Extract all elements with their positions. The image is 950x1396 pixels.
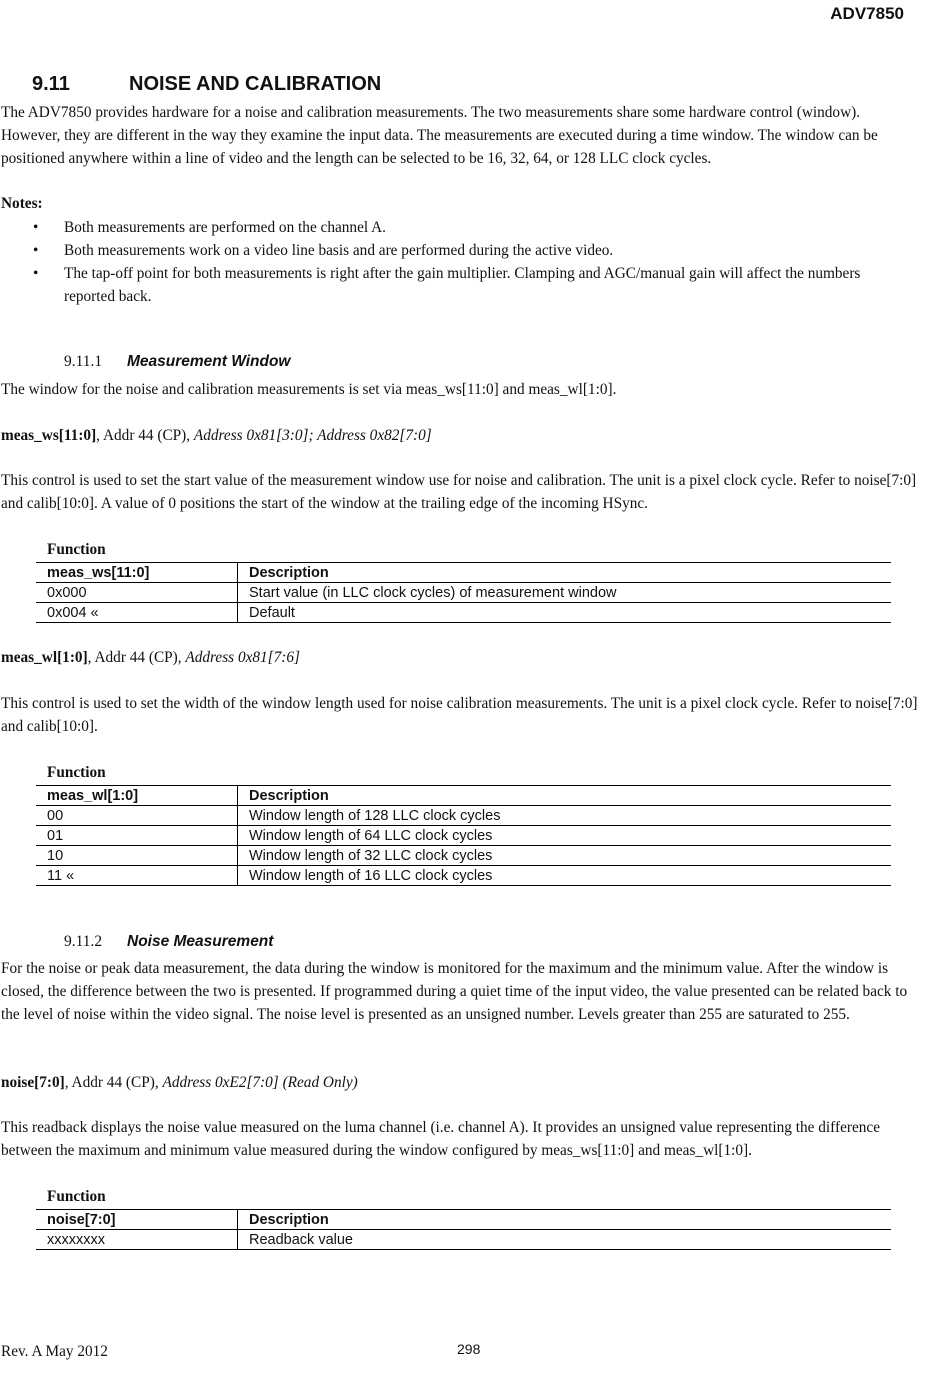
measurement-window-paragraph: The window for the noise and calibration measurements is set via meas_ws[11:0] and meas_wl[1:0]. — [1, 381, 617, 398]
subsection-number: 9.11.1 — [64, 353, 103, 370]
noise-table — [36, 1209, 891, 1250]
register-address: Address 0x81[3:0]; Address 0x82[7:0] — [193, 427, 432, 444]
meas-ws-table — [36, 562, 891, 623]
table-header-cell: Description — [238, 563, 892, 583]
table-cell: 00 — [36, 806, 238, 826]
meas-wl-register-line — [1, 646, 923, 669]
table-row — [36, 603, 891, 623]
table-header-row — [36, 563, 891, 583]
meas-wl-table — [36, 785, 891, 886]
table-cell: Window length of 32 LLC clock cycles — [238, 846, 892, 866]
table-cell: Default — [238, 603, 892, 623]
note-item: • Both measurements work on a video line basis and are performed during the active video. — [0, 239, 900, 262]
table-cell: Window length of 16 LLC clock cycles — [238, 866, 892, 886]
meas-ws-description: This control is used to set the start value of the measurement window use for noise and calibration. The unit is a pixel clock cycle. Refer to noise[7:0] and calib[10:0]. A value of 0 positions the start of the window at the trailing edge of the incoming HSync. — [1, 472, 917, 512]
subsection-number: 9.11.2 — [64, 933, 103, 950]
page-number: 298 — [457, 1341, 481, 1357]
table-cell: Window length of 64 LLC clock cycles — [238, 826, 892, 846]
table-header-cell: meas_ws[11:0] — [36, 563, 238, 583]
table-cell: 0x004 « — [36, 603, 238, 623]
table-header-cell: Description — [238, 786, 892, 806]
table-row — [36, 1230, 891, 1250]
register-addr: , Addr 44 (CP), — [87, 649, 186, 666]
subsection-title: Noise Measurement — [127, 933, 274, 950]
register-address: Address 0xE2[7:0] (Read Only) — [162, 1074, 358, 1091]
section-heading — [32, 70, 381, 98]
notes-label: Notes: — [1, 195, 43, 212]
section-title: NOISE AND CALIBRATION — [129, 73, 382, 95]
document-header-title: ADV7850 — [830, 4, 904, 23]
subsection-title: Measurement Window — [127, 353, 291, 370]
table-row — [36, 826, 891, 846]
table-row — [36, 583, 891, 603]
table-row — [36, 846, 891, 866]
note-item: • Both measurements are performed on the channel A. — [0, 216, 900, 239]
table-cell: 0x000 — [36, 583, 238, 603]
register-name: noise[7:0] — [1, 1074, 65, 1091]
table-cell: 01 — [36, 826, 238, 846]
section-number: 9.11 — [32, 73, 70, 95]
register-addr: , Addr 44 (CP), — [64, 1074, 163, 1091]
table-cell: Window length of 128 LLC clock cycles — [238, 806, 892, 826]
table-row — [36, 866, 891, 886]
noise-register-line — [1, 1071, 923, 1094]
table-caption: Function — [47, 764, 106, 781]
notes-list — [0, 216, 900, 308]
intro-paragraph: The ADV7850 provides hardware for a noise and calibration measurements. The two measurements share some hardware control (window). However, they are different in the way they examine the input data. The measurements are executed during a time window. The window can be positioned anywhere within a line of video and the length can be selected to be 16, 32, 64, or 128 LLC clock cycles. — [1, 104, 878, 167]
register-address: Address 0x81[7:6] — [185, 649, 300, 666]
noise-description: This readback displays the noise value measured on the luma channel (i.e. channel A). It provides an unsigned value representing the difference between the maximum and minimum value measured during the window configured by meas_ws[11:0] and meas_wl[1:0]. — [1, 1119, 880, 1159]
meas-ws-register-line — [1, 424, 923, 447]
register-name: meas_ws[11:0] — [1, 427, 97, 444]
noise-measurement-paragraph: For the noise or peak data measurement, the data during the window is monitored for the maximum and the minimum value. After the window is closed, the difference between the two is presented. If programmed during a quiet time of the input video, the value presented can be related back to the level of noise within the video signal. The noise level is presented as an unsigned number. Levels greater than 255 are saturated to 255. — [1, 960, 908, 1023]
table-header-cell: meas_wl[1:0] — [36, 786, 238, 806]
table-cell: xxxxxxxx — [36, 1230, 238, 1250]
table-caption: Function — [47, 1188, 106, 1205]
table-cell: 10 — [36, 846, 238, 866]
table-header-cell: Description — [238, 1210, 892, 1230]
footer-revision: Rev. A May 2012 — [1, 1343, 108, 1360]
table-cell: Readback value — [238, 1230, 892, 1250]
meas-wl-description: This control is used to set the width of the window length used for noise calibration measurements. The unit is a pixel clock cycle. Refer to noise[7:0] and calib[10:0]. — [1, 695, 918, 735]
subsection-heading-noise-measurement — [64, 931, 273, 953]
note-item: • The tap-off point for both measurements is right after the gain multiplier. Clamping and AGC/manual gain will affect the numbers reported back. — [0, 262, 900, 308]
table-cell: 11 « — [36, 866, 238, 886]
table-row — [36, 806, 891, 826]
table-header-cell: noise[7:0] — [36, 1210, 238, 1230]
register-addr: , Addr 44 (CP), — [96, 427, 194, 444]
table-header-row — [36, 786, 891, 806]
table-caption: Function — [47, 541, 106, 558]
table-header-row — [36, 1210, 891, 1230]
subsection-heading-measurement-window — [64, 351, 291, 373]
table-cell: Start value (in LLC clock cycles) of measurement window — [238, 583, 892, 603]
register-name: meas_wl[1:0] — [1, 649, 88, 666]
